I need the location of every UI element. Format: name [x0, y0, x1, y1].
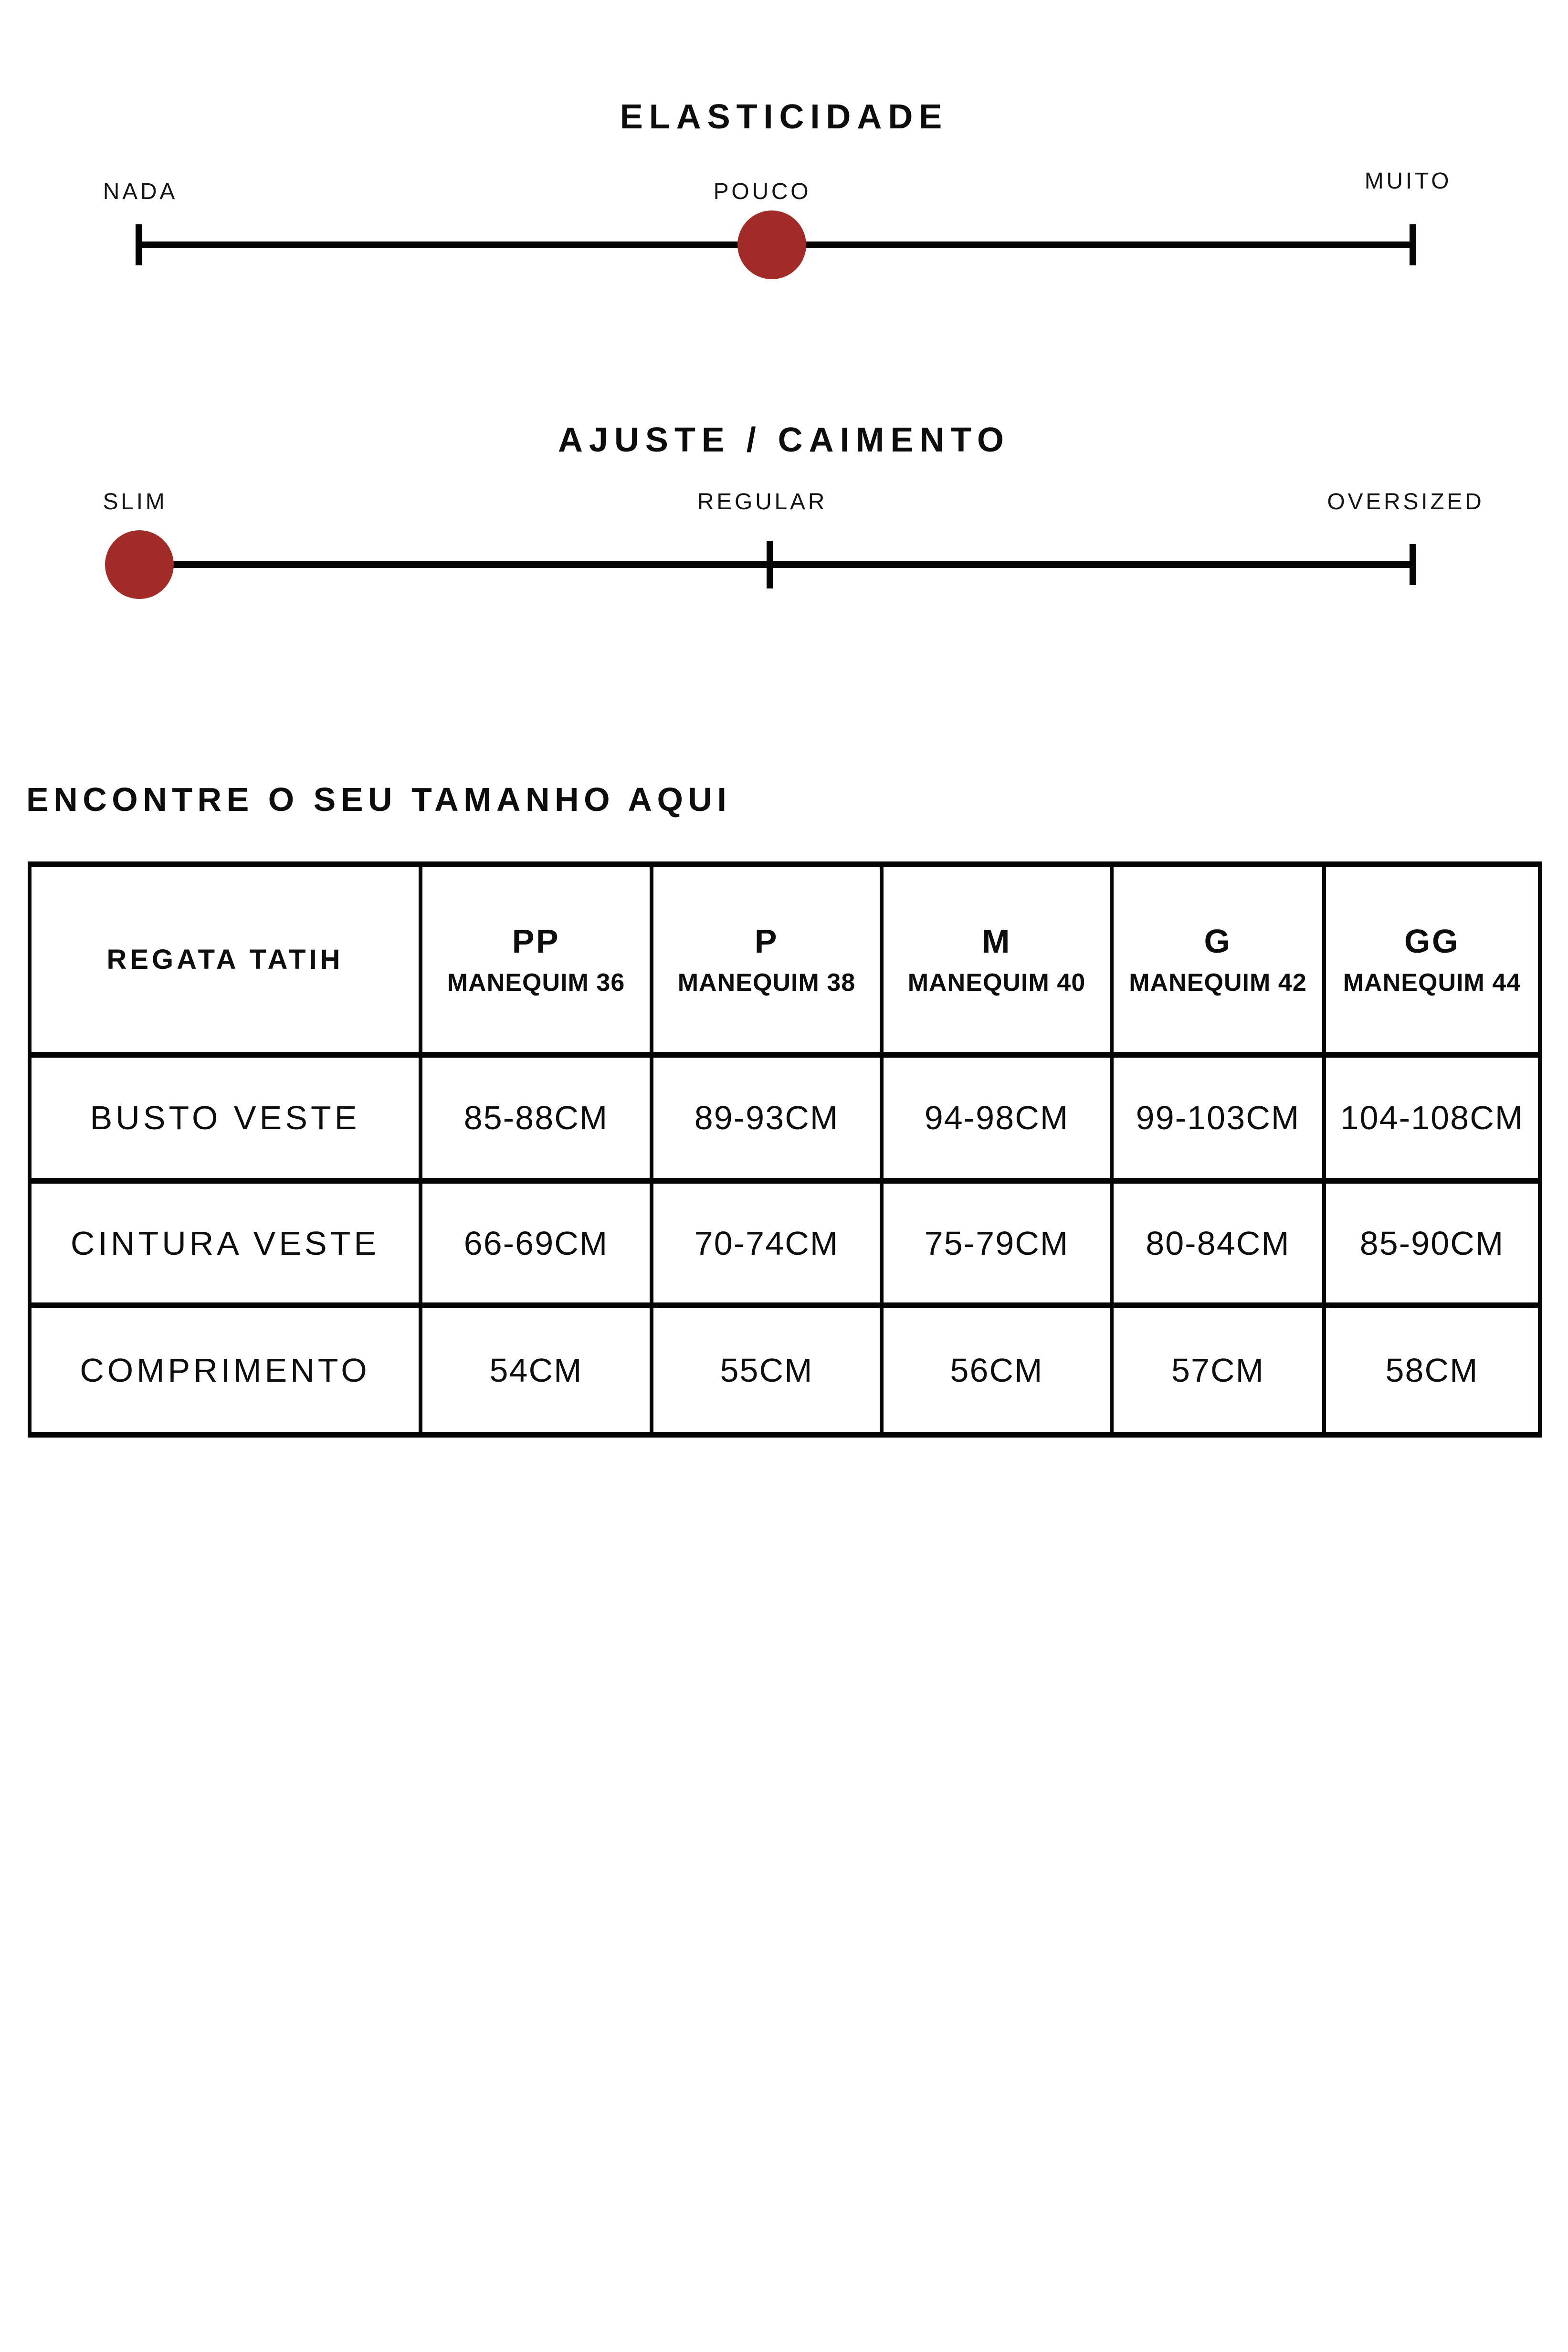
product-name-cell — [30, 864, 421, 1055]
elasticity-label-muito: MUITO — [1364, 168, 1452, 194]
size-table — [28, 861, 1542, 1438]
elasticity-label-nada: NADA — [103, 179, 178, 204]
mannequin-label: MANEQUIM 36 — [447, 968, 625, 997]
cell-value: 94-98CM — [882, 1055, 1112, 1181]
size-table-heading: ENCONTRE O SEU TAMANHO AQUI — [26, 780, 732, 818]
cell-value: 66-69CM — [421, 1181, 652, 1305]
product-name: REGATA TATIH — [106, 944, 344, 975]
cell-value: 70-74CM — [652, 1181, 882, 1305]
mannequin-label: MANEQUIM 38 — [677, 968, 856, 997]
fit-marker-dot — [105, 530, 174, 599]
cell-value: 104-108CM — [1324, 1055, 1540, 1181]
size-column-header-g — [1112, 864, 1324, 1055]
cell-value: 75-79CM — [882, 1181, 1112, 1305]
cell-value: 99-103CM — [1112, 1055, 1324, 1181]
elasticity-marker-dot — [737, 210, 806, 279]
elasticity-label-pouco: POUCO — [713, 179, 811, 204]
cell-value: 58CM — [1324, 1305, 1540, 1435]
cell-value: 85-88CM — [421, 1055, 652, 1181]
table-row-busto — [30, 1055, 1540, 1181]
fit-tick-right — [1410, 544, 1416, 585]
cell-value: 54CM — [421, 1305, 652, 1435]
cell-value: 57CM — [1112, 1305, 1324, 1435]
row-label: CINTURA VESTE — [30, 1181, 421, 1305]
elasticity-title: ELASTICIDADE — [620, 98, 948, 136]
table-row-comprimento — [30, 1305, 1540, 1435]
fit-label-oversized: OVERSIZED — [1327, 489, 1484, 514]
elasticity-tick-left — [136, 224, 142, 265]
cell-value: 89-93CM — [652, 1055, 882, 1181]
fit-label-regular: REGULAR — [697, 489, 828, 514]
fit-tick-middle — [767, 541, 773, 588]
cell-value: 80-84CM — [1112, 1181, 1324, 1305]
mannequin-label: MANEQUIM 42 — [1129, 968, 1307, 997]
mannequin-label: MANEQUIM 44 — [1343, 968, 1521, 997]
size-code: M — [982, 922, 1011, 960]
fit-title: AJUSTE / CAIMENTO — [558, 421, 1010, 459]
size-code: P — [754, 922, 779, 960]
size-code: GG — [1404, 922, 1460, 960]
table-row-cintura — [30, 1181, 1540, 1305]
row-label: COMPRIMENTO — [30, 1305, 421, 1435]
elasticity-tick-right — [1410, 224, 1416, 265]
mannequin-label: MANEQUIM 40 — [907, 968, 1086, 997]
cell-value: 56CM — [882, 1305, 1112, 1435]
row-label: BUSTO VESTE — [30, 1055, 421, 1181]
size-column-header-gg — [1324, 864, 1540, 1055]
size-column-header-p — [652, 864, 882, 1055]
size-table-header-row — [30, 864, 1540, 1055]
size-code: G — [1204, 922, 1232, 960]
cell-value: 55CM — [652, 1305, 882, 1435]
size-code: PP — [512, 922, 560, 960]
size-column-header-m — [882, 864, 1112, 1055]
fit-slider-track — [138, 561, 1413, 568]
fit-label-slim: SLIM — [103, 489, 168, 514]
size-column-header-pp — [421, 864, 652, 1055]
cell-value: 85-90CM — [1324, 1181, 1540, 1305]
